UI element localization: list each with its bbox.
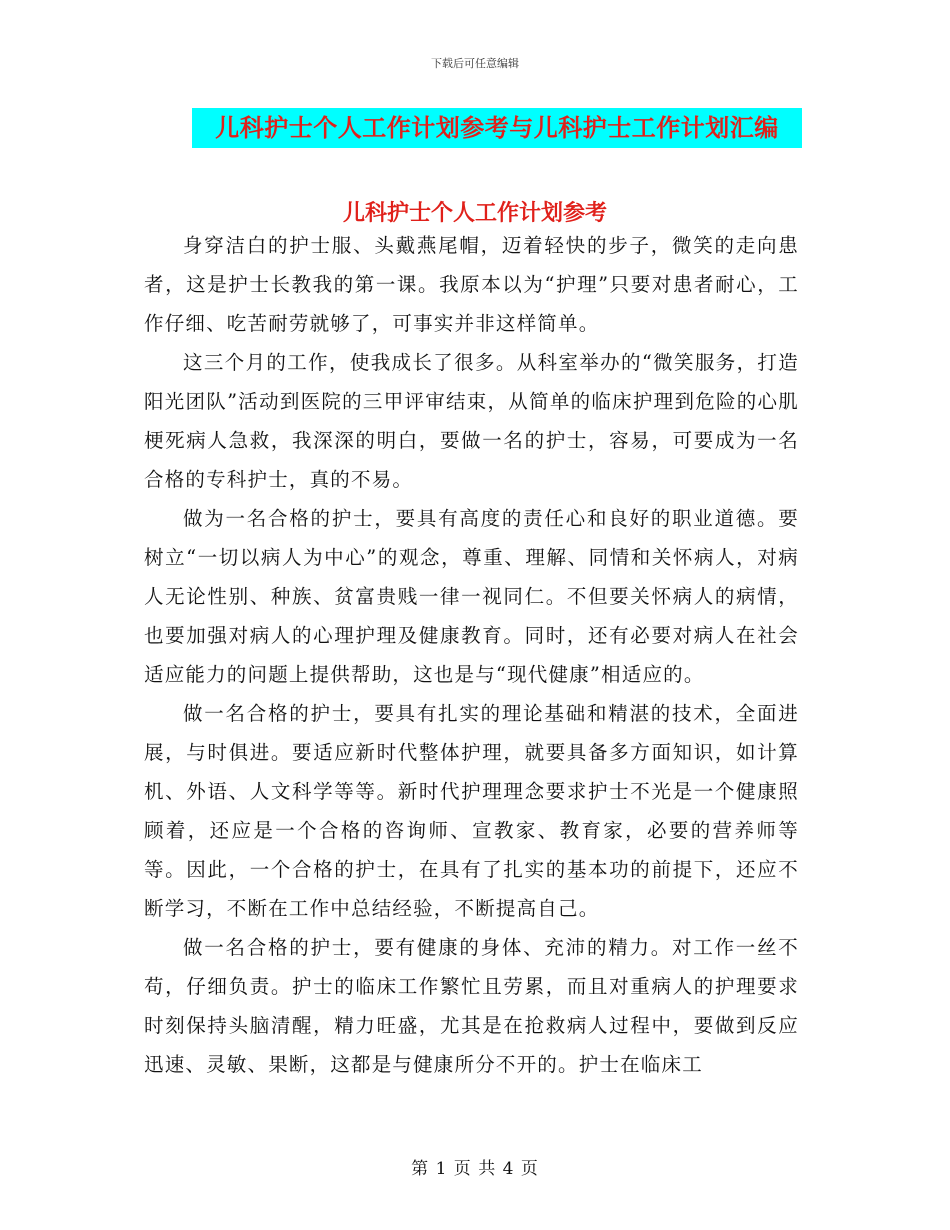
paragraph-3: 做为一名合格的护士，要具有高度的责任心和良好的职业道德。要树立“一切以病人为中心”的观念，尊重、理解、同情和关怀病人，对病人无论性别、种族、贫富贵贱一律一视同仁。不但要关怀病人的病情，也要加强对病人的心理护理及健康教育。同时，还有必要对病人在社会适应能力的问题上提供帮助，这也是与“现代健康”相适应的。: [144, 507, 799, 686]
paragraph-1: 身穿洁白的护士服、头戴燕尾帽，迈着轻快的步子，微笑的走向患者，这是护士长教我的第一课。我原本以为“护理”只要对患者耐心，工作仔细、吃苦耐劳就够了，可事实并非这样简单。: [144, 234, 799, 335]
paragraph-5: 做一名合格的护士，要有健康的身体、充沛的精力。对工作一丝不苟，仔细负责。护士的临床工作繁忙且劳累，而且对重病人的护理要求时刻保持头脑清醒，精力旺盛，尤其是在抢救病人过程中，要做到反应迅速、灵敏、果断，这都是与健康所分不开的。护士在临床工: [144, 936, 799, 1076]
paragraph-2: 这三个月的工作，使我成长了很多。从科室举办的“微笑服务，打造阳光团队”活动到医院的三甲评审结束，从简单的临床护理到危险的心肌梗死病人急救，我深深的明白，要做一名的护士，容易，可要成为一名合格的专科护士，真的不易。: [144, 351, 799, 491]
main-title: 儿科护士个人工作计划参考与儿科护士工作计划汇编: [215, 113, 779, 142]
body-text: [144, 226, 799, 1084]
main-title-highlight: [192, 108, 802, 148]
paragraph-4: 做一名合格的护士，要具有扎实的理论基础和精湛的技术，全面进展，与时俱进。要适应新时代整体护理，就要具备多方面知识，如计算机、外语、人文科学等等。新时代护理理念要求护士不光是一个健康照顾着，还应是一个合格的咨询师、宣教家、教育家，必要的营养师等等。因此，一个合格的护士，在具有了扎实的基本功的前提下，还应不断学习，不断在工作中总结经验，不断提高自己。: [144, 702, 799, 920]
section-title: 儿科护士个人工作计划参考: [342, 200, 607, 226]
header-note: 下载后可任意编辑: [431, 57, 519, 70]
page-number-footer: 第 1 页 共 4 页: [411, 1159, 539, 1179]
